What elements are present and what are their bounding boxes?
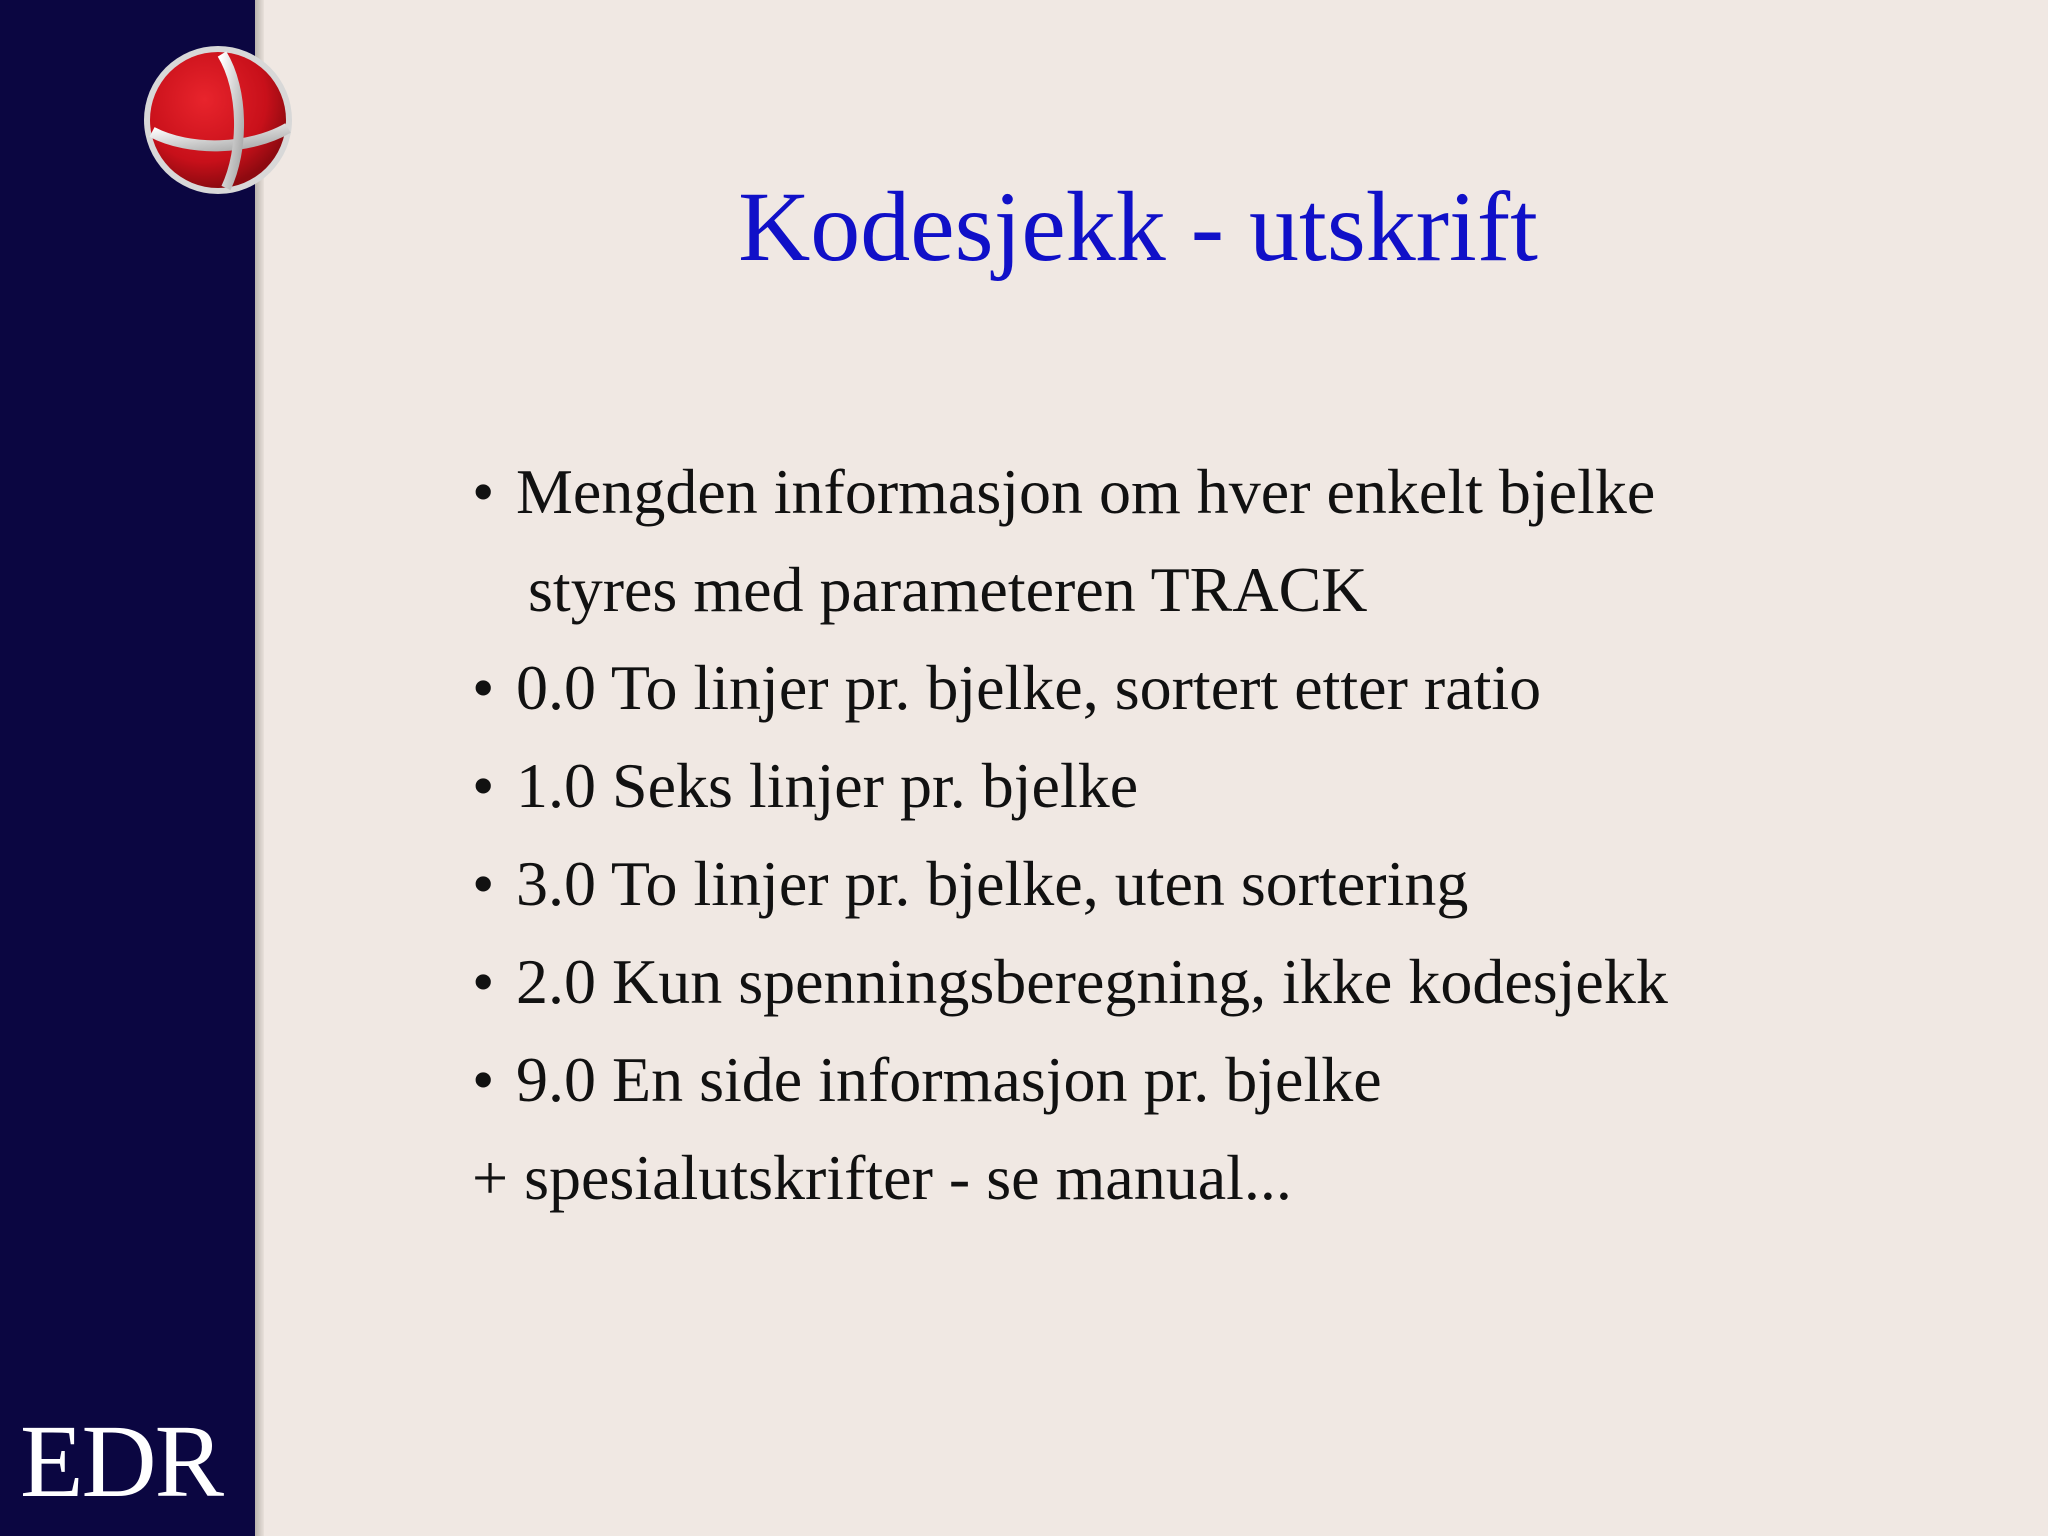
list-item-text: 2.0 Kun spenningsberegning, ikke kodesjekk	[516, 946, 1668, 1017]
list-item-continuation	[472, 550, 1992, 648]
list-item-text: + spesialutskrifter - se manual...	[472, 1142, 1292, 1213]
list-item	[472, 452, 1992, 550]
bullet-marker: •	[472, 946, 495, 1017]
list-item	[472, 1040, 1992, 1138]
list-item	[472, 844, 1992, 942]
slide-title: Kodesjekk - utskrift	[738, 171, 1538, 282]
list-item-text: 1.0 Seks linjer pr. bjelke	[516, 750, 1139, 821]
list-item	[472, 746, 1992, 844]
list-item-text: 9.0 En side informasjon pr. bjelke	[516, 1044, 1382, 1115]
sidebar-edge	[255, 0, 264, 1536]
list-item-text: styres med parameteren TRACK	[528, 554, 1368, 625]
bullet-marker: •	[472, 652, 495, 723]
list-item-text: Mengden informasjon om hver enkelt bjelke	[516, 456, 1656, 527]
bullet-list	[472, 452, 1992, 1236]
list-item-text: 0.0 To linjer pr. bjelke, sortert etter ratio	[516, 652, 1542, 723]
list-item-text: 3.0 To linjer pr. bjelke, uten sortering	[516, 848, 1469, 919]
list-item	[472, 942, 1992, 1040]
bullet-marker: •	[472, 1044, 495, 1115]
sidebar	[0, 0, 255, 1536]
list-item	[472, 648, 1992, 746]
bullet-marker: •	[472, 456, 495, 527]
list-item-plus	[472, 1138, 1992, 1236]
bullet-marker: •	[472, 750, 495, 821]
brand-label: EDR	[20, 1404, 222, 1519]
bullet-marker: •	[472, 848, 495, 919]
